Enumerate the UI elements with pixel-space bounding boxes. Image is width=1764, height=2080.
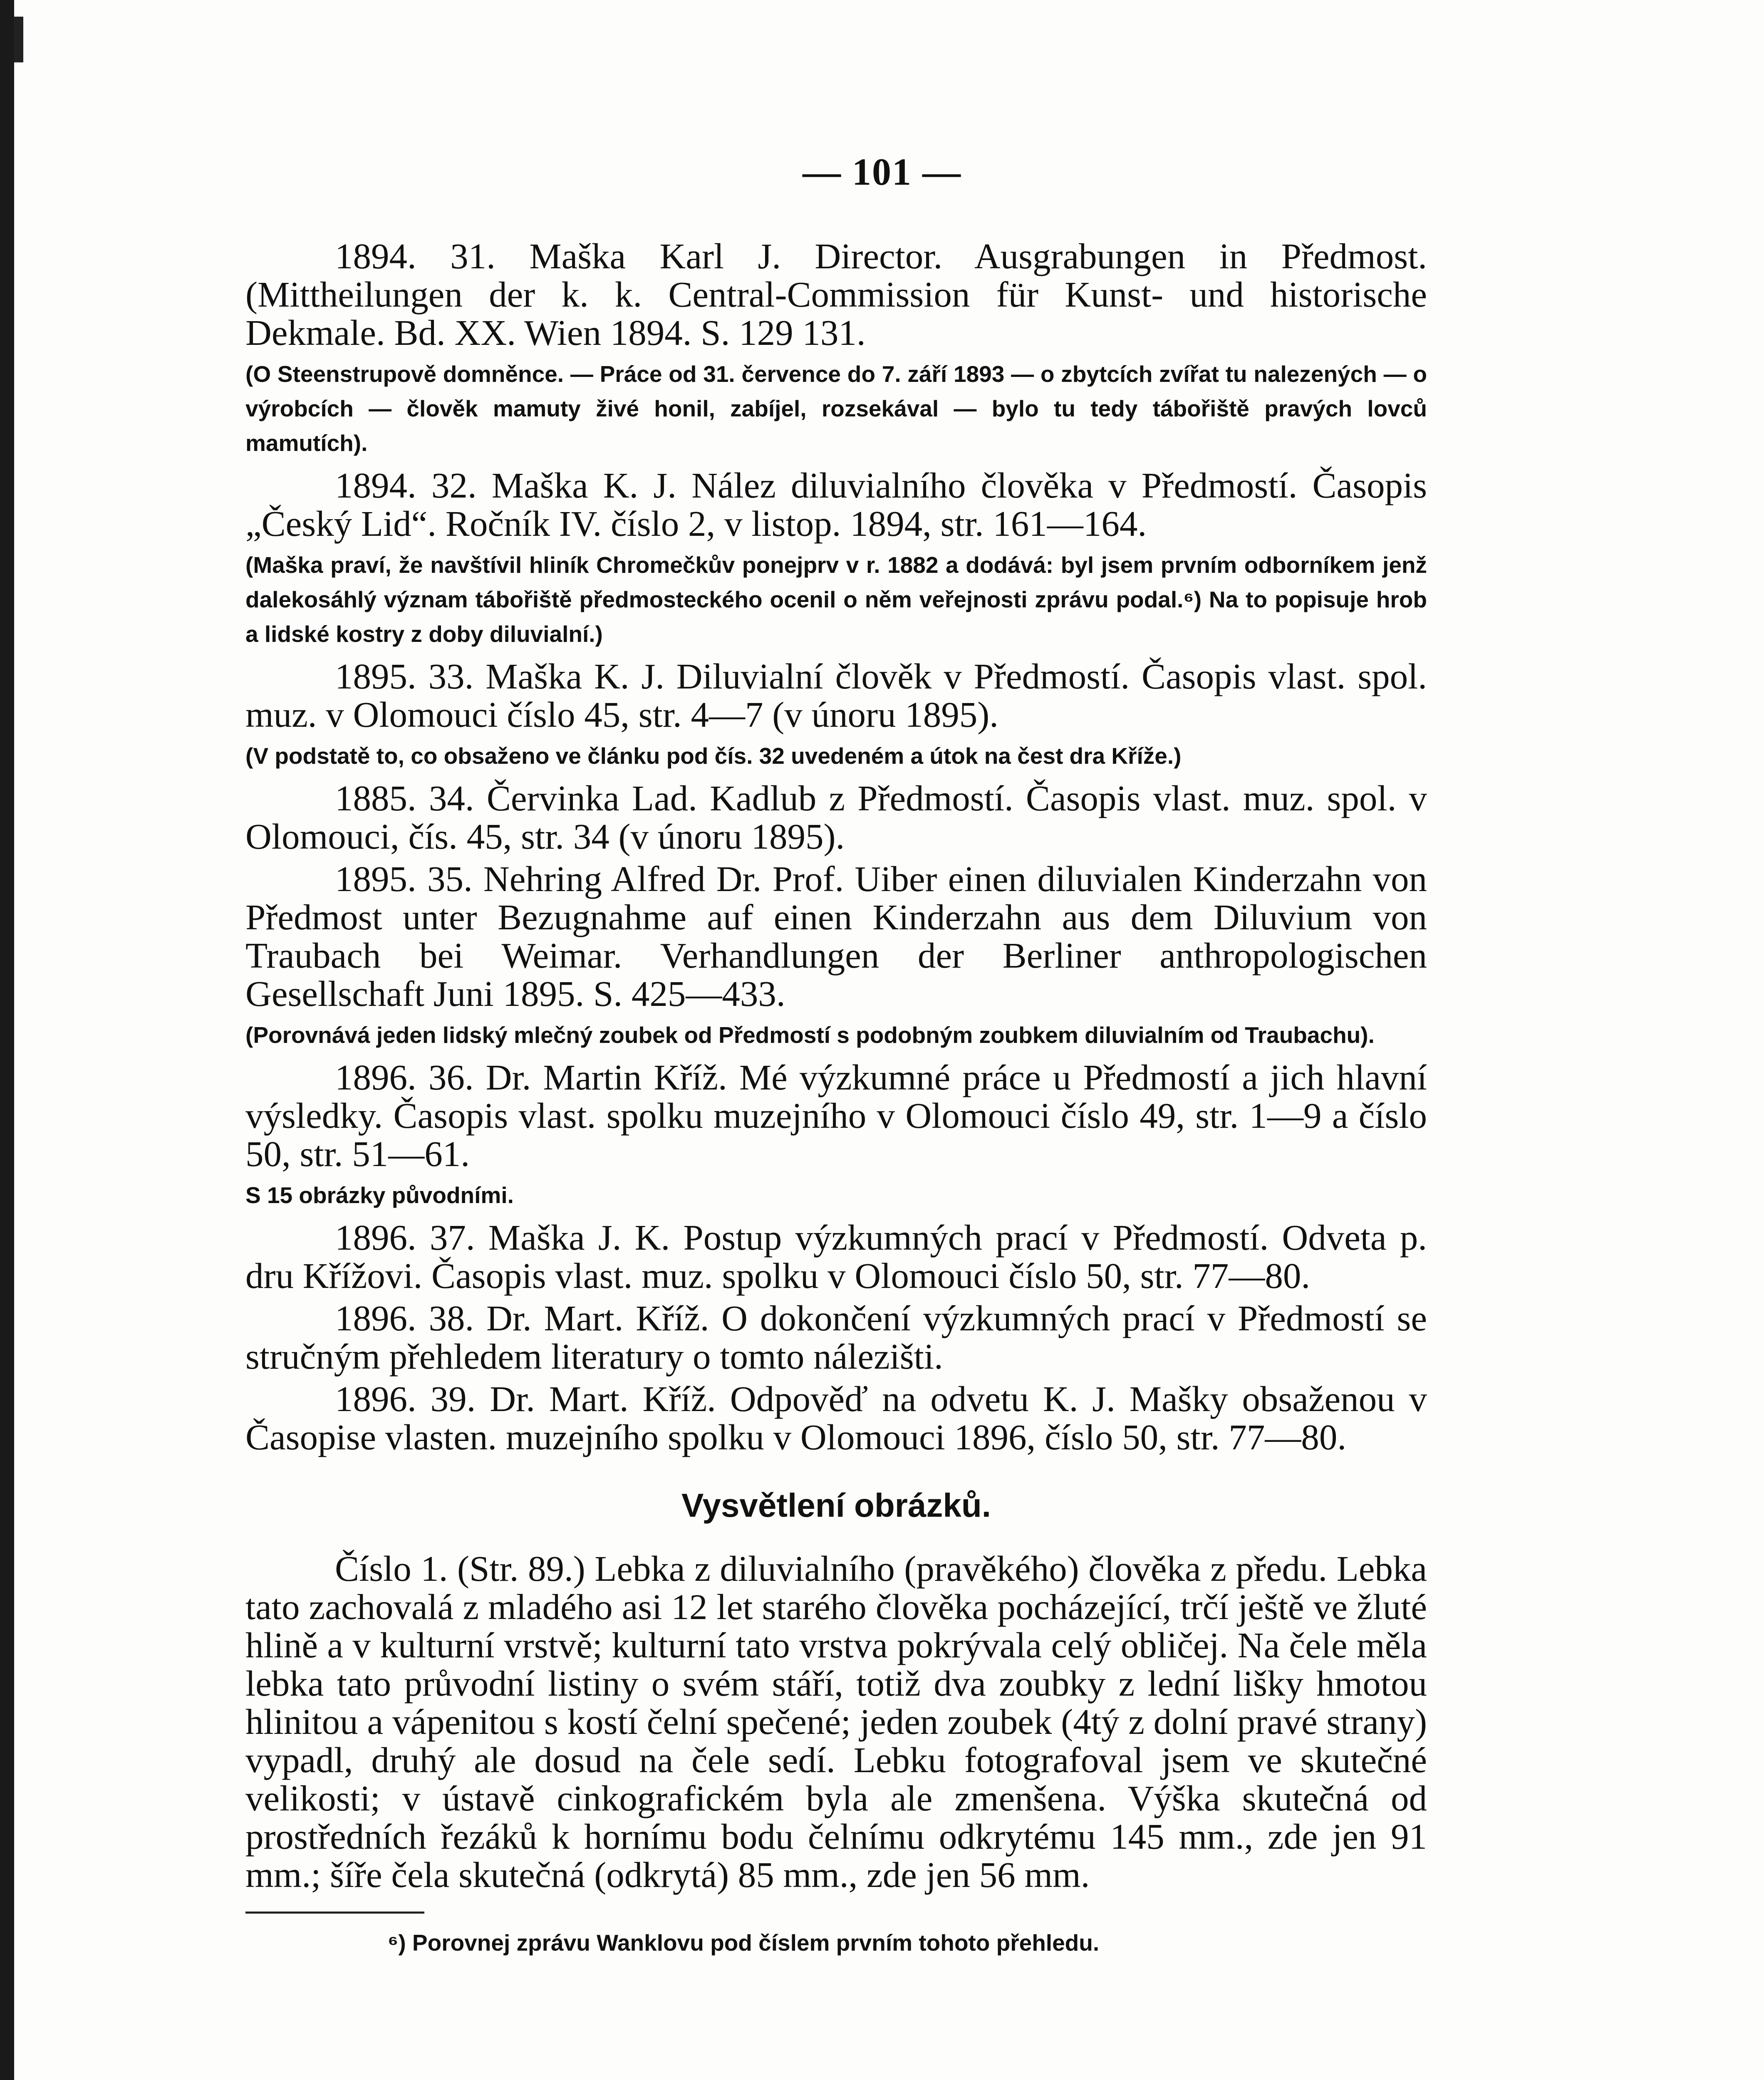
entry-36-note: S 15 obrázky původními. [245,1182,514,1208]
footnote: ⁶) Porovnej zprávu Wanklovu pod číslem prvním tohoto přehledu. [388,1930,1100,1956]
section-heading: Vysvětlení obrázků. [681,1487,991,1524]
entry-39: 1896. 39. Dr. Mart. Kříž. Odpověď na odvetu K. J. Mašky obsaženou v Časopise vlasten. muzejního spolku v Olomouci 1896, číslo 50, str. 77—80. [245,1379,1427,1457]
entry-33: 1895. 33. Maška K. J. Diluvialní člověk v Předmostí. Časopis vlast. spol. muz. v Olomouci číslo 45, str. 4—7 (v únoru 1895). [245,656,1427,735]
entry-31-note: (O Steenstrupově domněnce. — Práce od 31. července do 7. září 1893 — o zbytcích zvířat tu nalezených — o výrobcích — člověk mamuty živé honil, zabíjel, rozsekával — bylo tu tedy tábořiště pravých lovců mamutích). [245,361,1427,456]
entry-33-note: (V podstatě to, co obsaženo ve článku pod čís. 32 uvedeném a útok na čest dra Kříže.) [245,743,1182,769]
entry-37: 1896. 37. Maška J. K. Postup výzkumných prací v Předmostí. Odveta p. dru Křížovi. Časopis vlast. muz. spolku v Olomouci číslo 50, str. 77—80. [245,1217,1427,1296]
entry-35: 1895. 35. Nehring Alfred Dr. Prof. Uiber einen diluvialen Kinderzahn von Předmost unter Bezugnahme auf einen Kinderzahn aus dem Diluvium von Traubach bei Weimar. Verhandlungen der Berliner anthropologischen Gesellschaft Juni 1895. S. 425—433. [245,859,1427,1014]
entry-35-note: (Porovnává jeden lidský mlečný zoubek od Předmostí s podobným zoubkem diluvialním od Traubachu). [245,1022,1375,1048]
entry-32-note: (Maška praví, že navštívil hliník Chromečkův ponejprv v r. 1882 a dodává: byl jsem prvním odborníkem jenž dalekosáhlý význam tábořiště předmosteckého ocenil o něm veřejnosti zprávu podal.⁶) Na to popisuje hrob a lidské kostry z doby diluvialní.) [245,552,1427,647]
entry-31: 1894. 31. Maška Karl J. Director. Ausgrabungen in Předmost. (Mittheilungen der k. k. Central-Commission für Kunst- und historische Dekmale. Bd. XX. Wien 1894. S. 129 131. [245,236,1427,353]
entry-36: 1896. 36. Dr. Martin Kříž. Mé výzkumné práce u Předmostí a jich hlavní výsledky. Časopis vlast. spolku muzejního v Olomouci číslo 49, str. 1—9 a číslo 50, str. 51—61. [245,1057,1427,1174]
scan-edge-bar [0,0,14,2080]
footnote-rule [245,1912,424,1914]
page-number: — 101 — [803,151,961,193]
explanation-paragraph: Číslo 1. (Str. 89.) Lebka z diluvialního (pravěkého) člověka z předu. Lebka tato zachovalá z mladého asi 12 let starého člověka pocházející, trčí ještě ve žluté hlině a v kulturní vrstvě; kulturní tato vrstva pokrývala celý obličej. Na čele měla lebka tato průvodní listiny o svém stáří, totiž dva zoubky z lední lišky hmotou hlinitou a vápenitou s kostí čelní spečené; jeden zoubek (4tý z dolní pravé strany) vypadl, druhý ale dosud na čele sedí. Lebku fotografoval jsem ve skutečné velikosti; v ústavě cinkografickém byla ale zmenšena. Výška skutečná od prostředních řezáků k hornímu bodu čelnímu odkrytému 145 mm., zde jen 91 mm.; šíře čela skutečná (odkrytá) 85 mm., zde jen 56 mm. [245,1548,1427,1895]
entry-32: 1894. 32. Maška K. J. Nález diluvialního člověka v Předmostí. Časopis „Český Lid“. Ročník IV. číslo 2, v listop. 1894, str. 161—164. [245,465,1427,544]
scan-edge-notch [14,17,23,62]
entry-34: 1885. 34. Červinka Lad. Kadlub z Předmostí. Časopis vlast. muz. spol. v Olomouci, čís. 45, str. 34 (v únoru 1895). [245,778,1427,857]
page-body [245,237,1427,1959]
entry-38: 1896. 38. Dr. Mart. Kříž. O dokončení výzkumných prací v Předmostí se stručným přehledem literatury o tomto nálezišti. [245,1298,1427,1377]
